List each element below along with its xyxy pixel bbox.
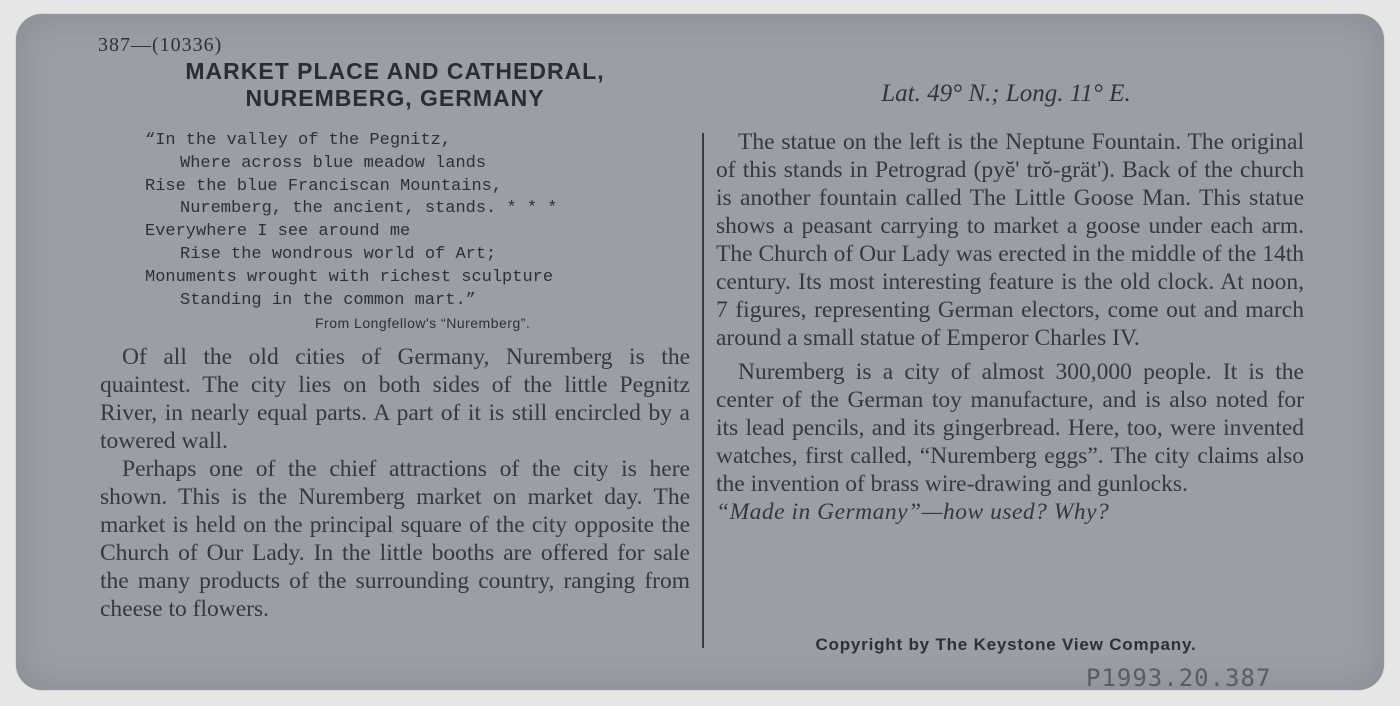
poem-line: Standing in the common mart.” (180, 290, 476, 310)
card-title (80, 58, 710, 112)
title-line-2: NUREMBERG, GERMANY (245, 85, 545, 111)
poem-line: Rise the blue Franciscan Mountains, (145, 176, 503, 196)
poem-line: Where across blue meadow lands (180, 153, 487, 173)
left-paragraph-1: Of all the old cities of Germany, Nuremberg is the quaintest. The city lies on both sides of the little Pegnitz River, in nearly equal parts. A part of it is still encircled by a towered wall. (100, 344, 690, 454)
accession-number: P1993.20.387 (1086, 664, 1272, 692)
poem-block (145, 130, 705, 335)
column-divider (702, 133, 704, 648)
right-paragraph-1: The statue on the left is the Neptune Fountain. The original of this stands in Petrograd (pyĕ' trŏ-grät'). Back of the church is another fountain called The Little Goose Man. This statue shows a peasant carrying to market a goose under each arm. The Church of Our Lady was erected in the middle of the 14th century. Its most interesting feature is the old clock. At noon, 7 figures, representing German electors, come out and march around a small statue of Emperor Charles IV. (716, 129, 1304, 351)
poem-attribution: From Longfellow's “Nuremberg”. (315, 315, 531, 332)
poem-line: “In the valley of the Pegnitz, (145, 131, 452, 150)
poem-line: Nuremberg, the ancient, stands. * * * (180, 199, 558, 219)
poem-line: Monuments wrought with richest sculpture (145, 267, 554, 287)
poem-line: Everywhere I see around me (145, 222, 411, 242)
left-column-text (100, 343, 690, 623)
coordinates: Lat. 49° N.; Long. 11° E. (881, 80, 1131, 107)
study-question: “Made in Germany”—how used? Why? (716, 499, 1110, 525)
left-paragraph-2: Perhaps one of the chief attractions of the city is here shown. This is the Nuremberg market on market day. The market is held on the principal square of the city opposite the Church of Our Lady. In the little booths are offered for sale the many products of the surrounding country, ranging from cheese to flowers. (100, 456, 690, 622)
right-paragraph-2: Nuremberg is a city of almost 300,000 people. It is the center of the German toy manufacture, and is also noted for its lead pencils, and its gingerbread. Here, too, were invented watches, first called, “Nuremberg eggs”. The city claims also the invention of brass wire-drawing and gunlocks. (716, 359, 1304, 497)
right-column-text (716, 128, 1304, 526)
poem-line: Rise the wondrous world of Art; (180, 244, 497, 264)
title-line-1: MARKET PLACE AND CATHEDRAL, (185, 58, 605, 84)
copyright-notice: Copyright by The Keystone View Company. (815, 635, 1197, 654)
catalog-number: 387—(10336) (98, 34, 223, 56)
